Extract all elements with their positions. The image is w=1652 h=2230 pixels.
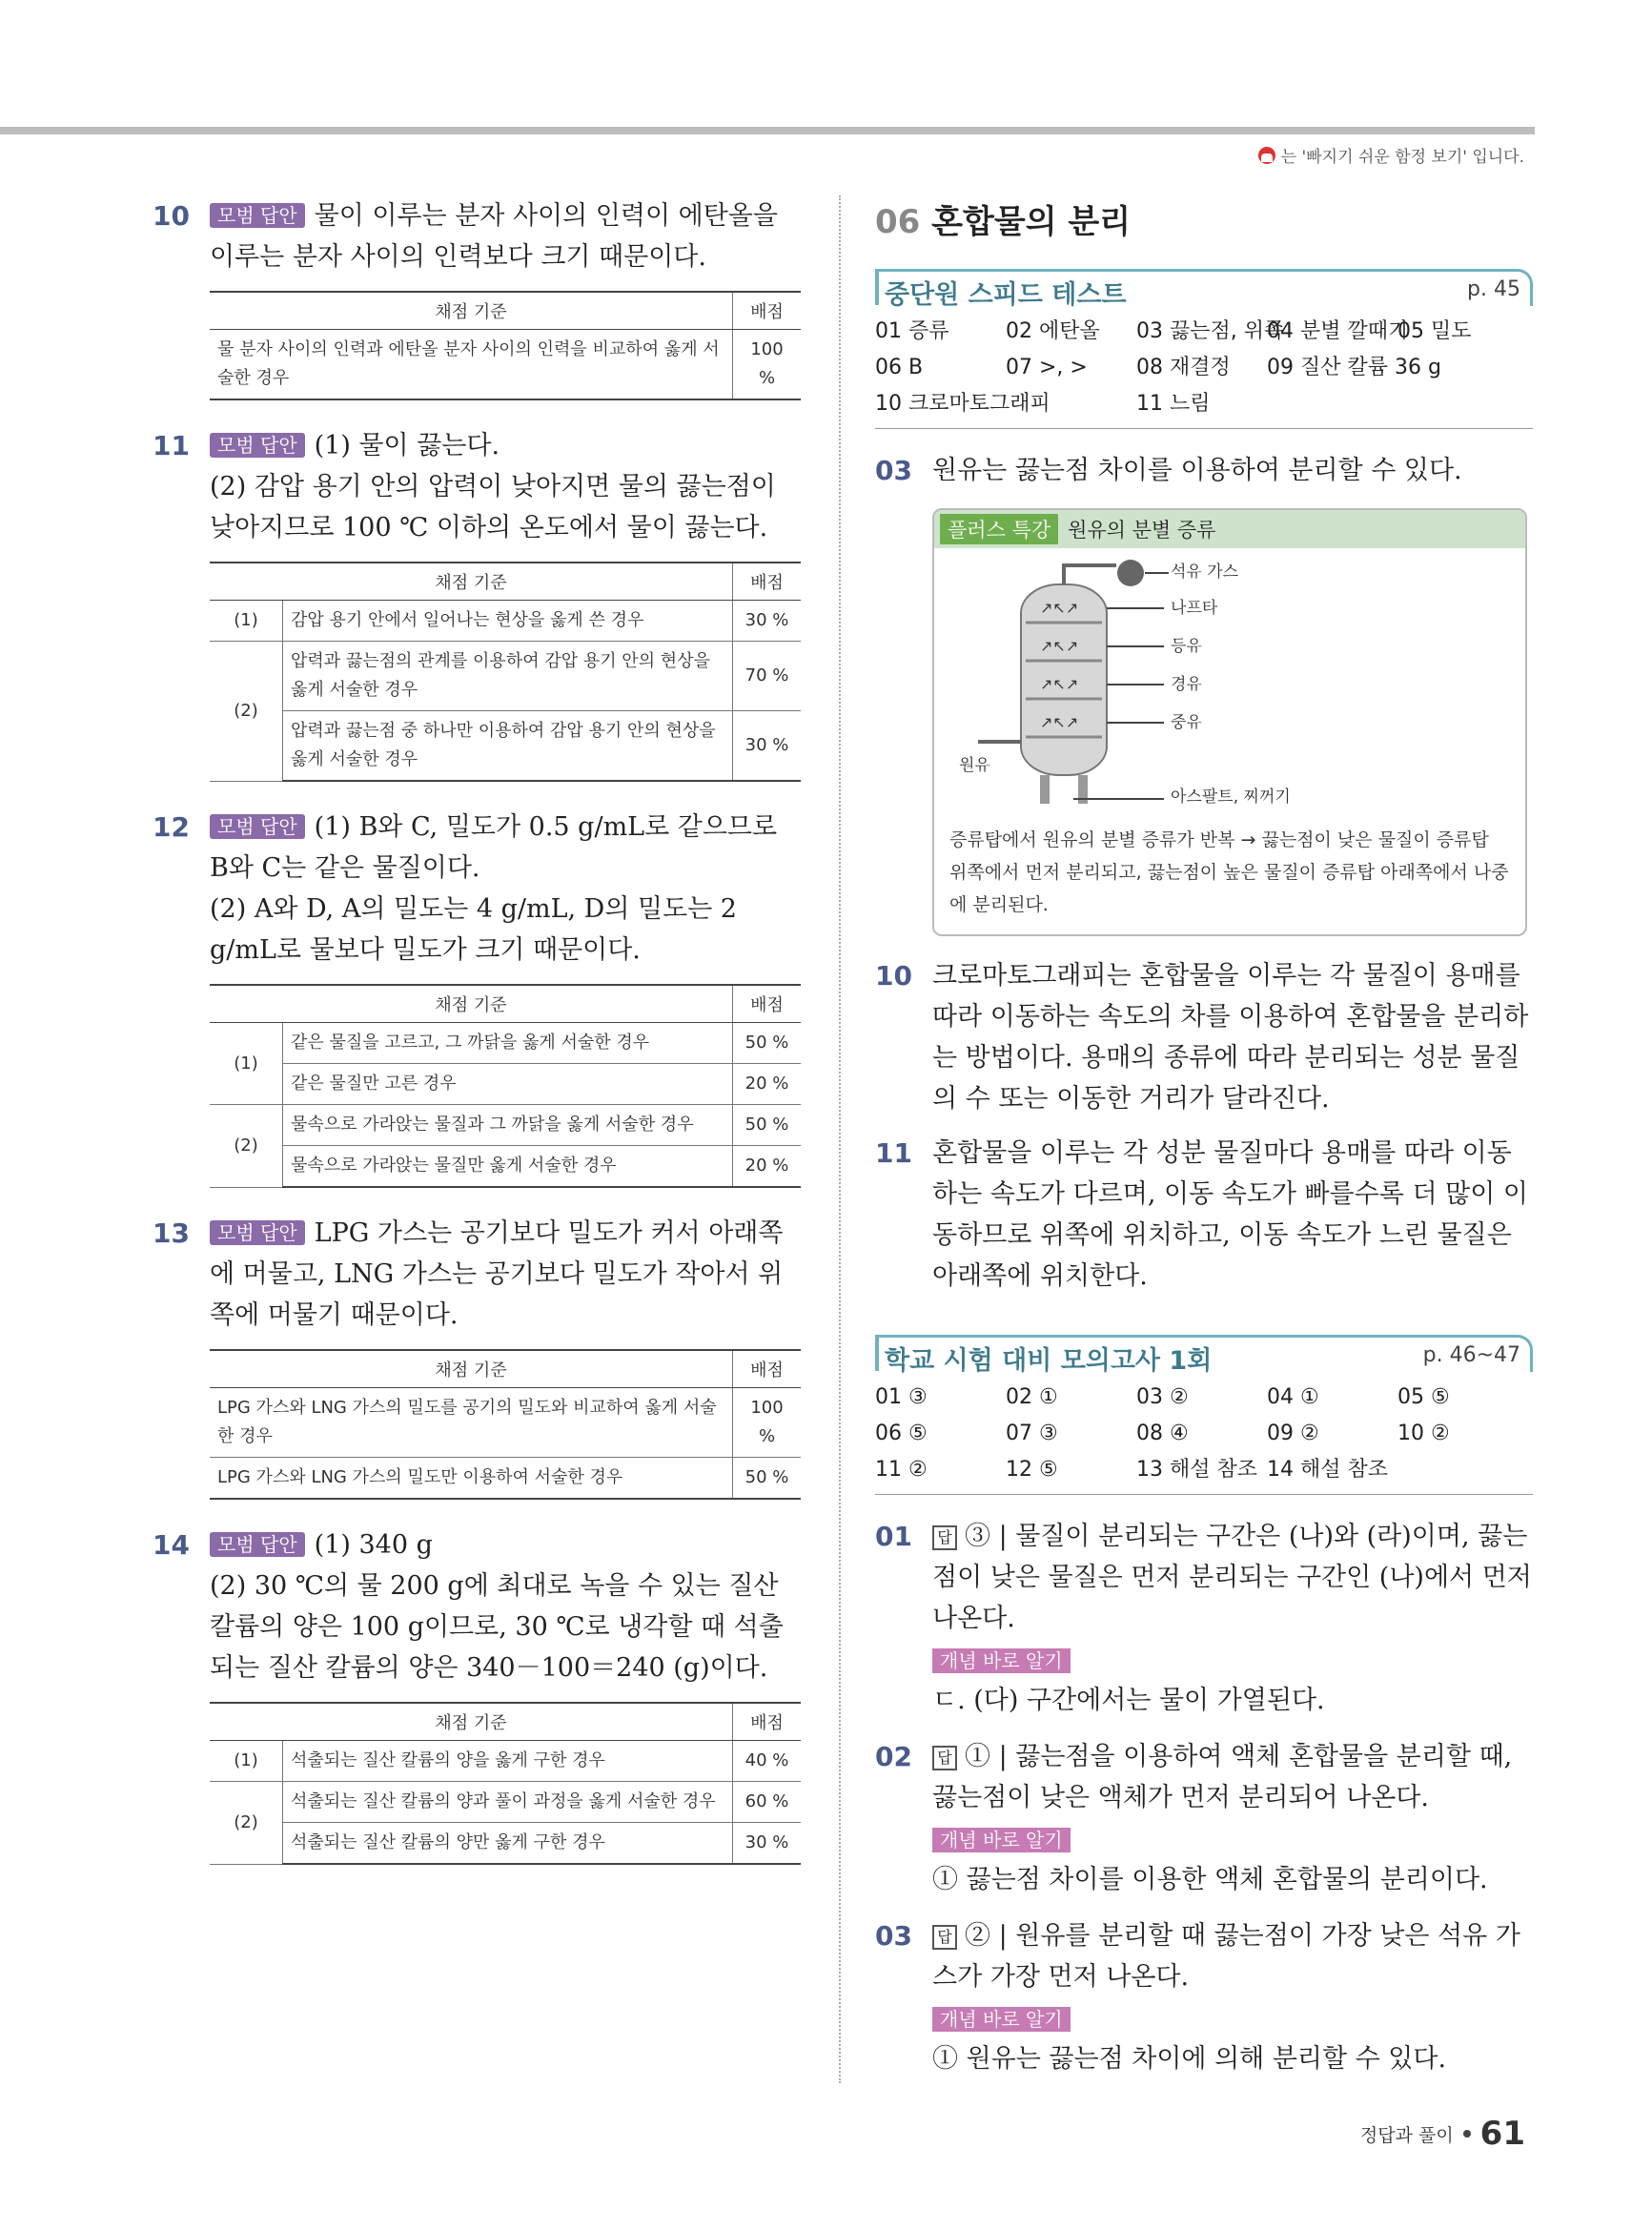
answer-mark-icon: 답 bbox=[932, 1925, 957, 1950]
mock-answer-03: 03 답 ② | 원유를 분리할 때 끓는점이 가장 낮은 석유 가스가 가장 먼저 나온다. 개념 바로 알기 ① 원유는 끓는점 차이에 의해 분리할 수 있다. bbox=[875, 1920, 1520, 2074]
model-answer-badge: 모범 답안 bbox=[210, 433, 305, 458]
fractional-distillation-diagram bbox=[949, 556, 1512, 813]
label-crude-oil: 원유 bbox=[959, 756, 990, 775]
question-13: 13 모범 답안 LPG 가스는 공기보다 밀도가 커서 아래쪽에 머물고, LNG 가스는 공기보다 밀도가 작아서 위쪽에 머물기 때문이다. bbox=[153, 1217, 784, 1330]
svg-text:↗↖↗: ↗↖↗ bbox=[1040, 713, 1079, 731]
speed-answer-03: 03 원유는 끓는점 차이를 이용하여 분리할 수 있다. bbox=[875, 455, 1462, 486]
mock-exam-answers: 01 ③ 02 ① 03 ② 04 ① 05 ⑤ 06 ⑤ 07 ③ 08 ④ 09 ② 10 ② 11 ② 12 ⑤ 13 해설 참조 14 해설 참조 bbox=[875, 1380, 1533, 1495]
page-footer: 정답과 풀이 61 bbox=[1359, 2115, 1525, 2153]
model-answer-badge: 모범 답안 bbox=[210, 1220, 305, 1245]
label-diesel: 경유 bbox=[1171, 675, 1202, 694]
mock-exam-header: 학교 시험 대비 모의고사 1회 p. 46~47 bbox=[875, 1335, 1533, 1372]
top-rule bbox=[0, 127, 1535, 134]
mock-answer-01: 01 답 ③ | 물질이 분리되는 구간은 (나)와 (라)이며, 끓는점이 낮은 물질은 먼저 분리되는 구간인 (나)에서 먼저 나온다. 개념 바로 알기 ㄷ. (다) 구간에서는 물이 가열된다. bbox=[875, 1521, 1532, 1715]
rubric-table-10: 채점 기준 배점 물 분자 사이의 인력과 에탄올 분자 사이의 인력을 비교하여 옳게 서술한 경우 100 % bbox=[210, 291, 801, 400]
label-gas: 석유 가스 bbox=[1171, 563, 1239, 582]
model-answer-badge: 모범 답안 bbox=[210, 203, 305, 228]
model-answer-badge: 모범 답안 bbox=[210, 814, 305, 839]
answer-mark-icon: 답 bbox=[932, 1525, 957, 1550]
question-11: 11 모범 답안 (1) 물이 끓는다. (2) 감압 용기 안의 압력이 낮아지면 물의 끓는점이 낮아지므로 100 ℃ 이하의 온도에서 물이 끓는다. bbox=[153, 430, 776, 542]
question-14: 14 모범 답안 (1) 340 g (2) 30 ℃의 물 200 g에 최대로 녹을 수 있는 질산 칼륨의 양은 100 g이므로, 30 ℃로 냉각할 때 석출되는 질산 칼륨의 양은 340－100＝240 (g)이다. bbox=[153, 1529, 784, 1683]
label-heavy-oil: 중유 bbox=[1171, 713, 1202, 732]
page-number: 61 bbox=[1479, 2115, 1525, 2153]
answer-mark-icon: 답 bbox=[932, 1746, 957, 1770]
label-naphtha: 나프타 bbox=[1171, 599, 1218, 618]
concept-badge: 개념 바로 알기 bbox=[932, 1648, 1071, 1673]
label-asphalt: 아스팔트, 찌꺼기 bbox=[1171, 788, 1291, 807]
section-title: 06 혼합물의 분리 bbox=[875, 203, 1132, 241]
question-10: 10 모범 답안 물이 이루는 분자 사이의 인력이 에탄올을 이루는 분자 사이의 인력보다 크기 때문이다. bbox=[153, 200, 778, 272]
warning-icon bbox=[1258, 147, 1275, 164]
rubric-table-11: 채점 기준 배점 (1) 감압 용기 안에서 일어나는 현상을 옳게 쓴 경우 30 % (2) 압력과 끓는점의 관계를 이용하여 감압 용기 안의 현상을 옳게 서술한 경우 70 % 압력과 끓는점 중 하나만 이용하여 감압 용기 안의 현상을 옳게 서술한 경우 30 % bbox=[210, 562, 801, 782]
left-column bbox=[153, 195, 801, 1890]
plus-lecture-box: 플러스 특강 원유의 분별 증류 ↗↖↗ ↗↖↗ ↗↖↗ ↗↖↗ 석유 가스 나프타 등유 경유 중유 아스팔트, 찌꺼기 원유 증류탑에서 원유의 분별 증류가 반복 → 끓는점이 낮은 물질이 증류탑 위쪽에서 먼저 분리되고, 끓는점이 높은 물질이 증류탑 아래쪽에서 나중에 분리된다. bbox=[932, 508, 1527, 936]
speed-test-answers: 01 증류 02 에탄올 03 끓는점, 위쪽 04 분별 깔때기 05 밀도 06 B 07 >, > 08 재결정 09 질산 칼륨 36 g 10 크로마토그래피 11 느림 bbox=[875, 314, 1533, 429]
rubric-table-13: 채점 기준 배점 LPG 가스와 LNG 가스의 밀도를 공기의 밀도와 비교하여 옳게 서술한 경우 100 % LPG 가스와 LNG 가스의 밀도만 이용하여 서술한 경우 50 % bbox=[210, 1349, 801, 1500]
concept-badge: 개념 바로 알기 bbox=[932, 1828, 1071, 1852]
concept-badge: 개념 바로 알기 bbox=[932, 2007, 1071, 2032]
speed-answer-11: 11 혼합물을 이루는 각 성분 물질마다 용매를 따라 이동하는 속도가 다르며, 이동 속도가 빠를수록 더 많이 이동하므로 위쪽에 위치하고, 이동 속도가 느린 물질은 아래쪽에 위치한다. bbox=[875, 1137, 1528, 1291]
question-12: 12 모범 답안 (1) B와 C, 밀도가 0.5 g/mL로 같으므로 B와 C는 같은 물질이다. (2) A와 D, A의 밀도는 4 g/mL, D의 밀도는 2 g/mL로 물보다 밀도가 크기 때문이다. bbox=[153, 811, 778, 965]
svg-text:↗↖↗: ↗↖↗ bbox=[1040, 637, 1079, 655]
right-column bbox=[875, 195, 1533, 2089]
mock-answer-02: 02 답 ① | 끓는점을 이용하여 액체 혼합물을 분리할 때, 끓는점이 낮은 액체가 먼저 분리되어 나온다. 개념 바로 알기 ① 끓는점 차이를 이용한 액체 혼합물의 분리이다. bbox=[875, 1741, 1513, 1894]
svg-text:↗↖↗: ↗↖↗ bbox=[1040, 675, 1079, 693]
column-divider bbox=[839, 195, 841, 2083]
svg-text:↗↖↗: ↗↖↗ bbox=[1040, 599, 1079, 617]
rubric-table-14: 채점 기준 배점 (1) 석출되는 질산 칼륨의 양을 옳게 구한 경우 40 % (2) 석출되는 질산 칼륨의 양과 풀이 과정을 옳게 서술한 경우 60 % 석출되는 질산 칼륨의 양만 옳게 구한 경우 30 % bbox=[210, 1702, 801, 1865]
speed-answer-10: 10 크로마토그래피는 혼합물을 이루는 각 물질이 용매를 따라 이동하는 속도의 차를 이용하여 혼합물을 분리하는 방법이다. 용매의 종류에 따라 분리되는 성분 물질의 수 또는 이동한 거리가 달라진다. bbox=[875, 960, 1529, 1114]
label-kerosene: 등유 bbox=[1171, 637, 1202, 656]
model-answer-badge: 모범 답안 bbox=[210, 1532, 305, 1557]
rubric-table-12: 채점 기준 배점 (1) 같은 물질을 고르고, 그 까닭을 옳게 서술한 경우 50 % 같은 물질만 고른 경우 20 % (2) 물속으로 가라앉는 물질과 그 까닭을 옳게 서술한 경우 50 % 물속으로 가라앉는 물질만 옳게 서술한 경우 20 % bbox=[210, 984, 801, 1188]
header-note: 는 '빠지기 쉬운 함정 보기' 입니다. bbox=[1258, 143, 1524, 167]
speed-test-header: 중단원 스피드 테스트 p. 45 bbox=[875, 269, 1533, 306]
